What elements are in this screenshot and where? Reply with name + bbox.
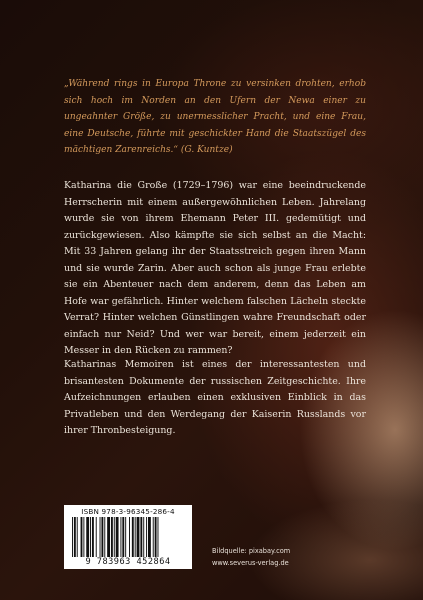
barcode-bars xyxy=(72,517,188,557)
barcode-digits: 9 783963 452864 xyxy=(85,557,171,567)
image-credit: Bildquelle: pixabay.com xyxy=(212,547,291,555)
publisher-website: www.severus-verlag.de xyxy=(212,559,289,567)
cover-quote: „Während rings in Europa Throne zu versinken drohten, erhob sich hoch im Norden an den Ufern der Newa einer zu ungeahnter Größe, zu unermesslicher Pracht, und eine Frau, eine Deutsche, führte mit geschickter Hand die Staatszügel des mächtigen Zarenreichs.“ (G. Kuntze) xyxy=(64,79,366,156)
blurb-paragraph-2: Katharinas Memoiren ist eines der interessantesten und brisantesten Dokumente der russischen Zeitgeschichte. Ihre Aufzeichnungen erlauben einen exklusiven Einblick in das Privatleben und den Werdegang der Kaiserin Russlands vor ihrer Thronbesteigung. xyxy=(64,359,366,437)
blurb-paragraph-1: Katharina die Große (1729–1796) war eine beeindruckende Herrscherin mit einem außergewöhnlichen Leben. Jahrelang wurde sie von ihrem Ehemann Peter III. gedemütigt und zurückgewiesen. Also kämpfte sie sich selbst an die Macht: Mit 33 Jahren gelang ihr der Staatsstreich gegen ihren Mann und sie wurde Zarin. Aber auch schon als junge Frau erlebte sie ein Abenteuer nach dem anderem, denn das Leben am Hofe war gefährlich. Hinter welchem falschen Lächeln steckte Verrat? Hinter welchen Günstlingen wahre Freundschaft oder einfach nur Neid? Und wer war bereit, einem jederzeit ein Messer in den Rücken zu rammen? xyxy=(64,180,366,357)
isbn-barcode xyxy=(64,505,192,569)
isbn-label: ISBN 978-3-96345-286-4 xyxy=(81,507,175,516)
